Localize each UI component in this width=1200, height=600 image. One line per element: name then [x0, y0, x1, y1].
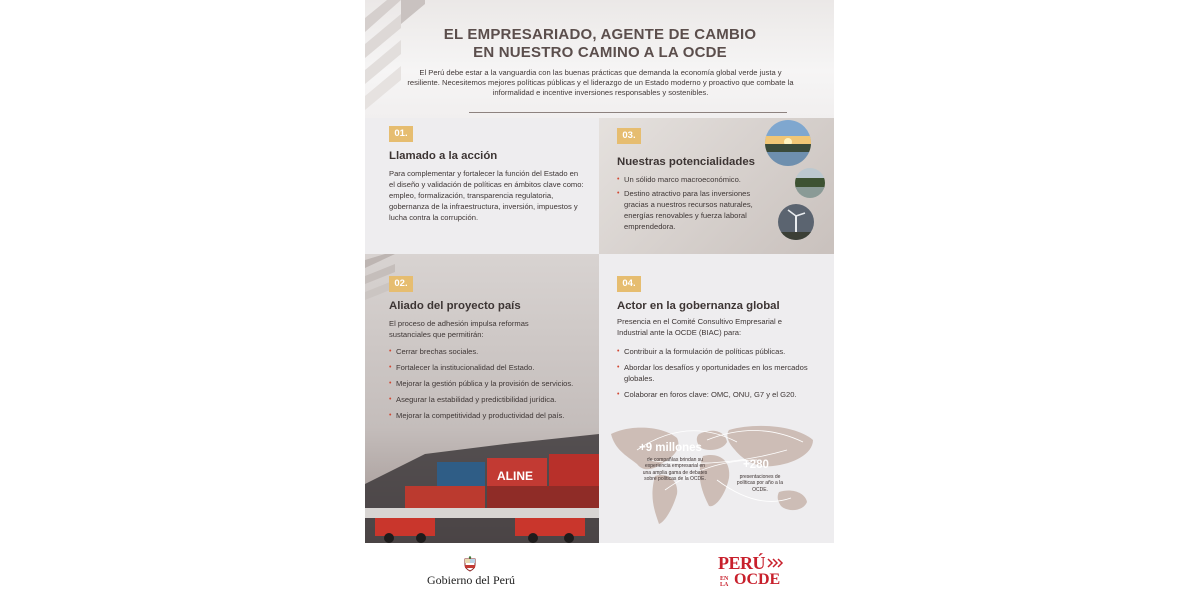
bullet-icon: •: [389, 396, 392, 403]
list-item: [389, 394, 579, 405]
header-band: [365, 0, 834, 118]
companies-stat-value: +9 millones: [639, 442, 702, 454]
list-item: [617, 346, 817, 357]
section-intro: Presencia en el Comité Consultivo Empresarial e Industrial ante la OCDE (BIAC) para:: [617, 317, 783, 337]
section-global-governance: [599, 254, 834, 543]
list-item-text: Fortalecer la institucionalidad del Estado.: [396, 363, 535, 372]
section-number-badge: 04.: [617, 276, 641, 292]
section-title: Llamado a la acción: [389, 150, 498, 162]
section-potentials: [599, 118, 834, 254]
list-item: [617, 362, 817, 384]
sunset-lake-photo: [765, 120, 811, 166]
title-line-2: EN NUESTRO CAMINO A LA OCDE: [473, 44, 727, 61]
companies-stat-text: de compañías brindan su experiencia empresarial en una amplia gama de debates sobre políticas de la OCDE.: [642, 457, 708, 482]
peru-en-la-label: [720, 576, 728, 588]
list-item: [617, 188, 762, 232]
list-item-text: Contribuir a la formulación de políticas públicas.: [624, 347, 786, 356]
bullet-icon: •: [617, 364, 620, 371]
reforms-list: [389, 346, 579, 421]
bullet-icon: •: [617, 391, 620, 398]
biac-list: [617, 346, 817, 400]
wave-lines-icon: [766, 557, 784, 569]
section-title: Actor en la gobernanza global: [617, 300, 780, 312]
wind-turbine-photo: [778, 204, 814, 240]
list-item-text: Asegurar la estabilidad y predictibilidad jurídica.: [396, 395, 557, 404]
section-body: Para complementar y fortalecer la función del Estado en el diseño y validación de políticas en ámbitos clave como: empleo, formalización, transparencia regulatoria, gobernanza de la infraestructura, inversión, impuestos y lucha contra la corrupción.: [389, 169, 584, 222]
list-item: [617, 174, 762, 185]
gobierno-del-peru-logo: [416, 556, 536, 596]
bullet-icon: •: [617, 348, 620, 355]
bullet-icon: •: [389, 412, 392, 419]
ocde-wordmark: OCDE: [734, 571, 781, 588]
peru-en-la-ocde-logo: [716, 553, 796, 593]
list-item: [389, 362, 579, 373]
presentations-stat-value: +280: [743, 459, 769, 471]
container-truck-photo: [365, 414, 599, 543]
section-country-ally: [365, 254, 599, 543]
gobierno-label: Gobierno del Perú: [427, 573, 515, 587]
list-item-text: Mejorar la gestión pública y la provisión de servicios.: [396, 379, 574, 388]
bullet-icon: •: [389, 348, 392, 355]
list-item-text: Colaborar en foros clave: OMC, ONU, G7 y el G20.: [624, 390, 797, 399]
list-item-text: Cerrar brechas sociales.: [396, 347, 479, 356]
section-number-badge: 01.: [389, 126, 413, 142]
section-title: Aliado del proyecto país: [389, 300, 521, 312]
world-map-graphic: [607, 420, 821, 532]
en-word: EN: [720, 576, 729, 582]
peru-wordmark: PERÚ: [718, 553, 765, 573]
section-title: Nuestras potencialidades: [617, 156, 756, 168]
presentations-stat-text: presentaciones de políticas por año a la OCDE.: [736, 474, 784, 493]
list-item-text: Mejorar la competitividad y productividad del país.: [396, 411, 565, 420]
intro-paragraph: El Perú debe estar a la vanguardia con las buenas prácticas que demanda la economía global verde justa y resiliente. Necesitemos mejores políticas públicas y el liderazgo de un Estado moderno y proactivo que combate la informalidad e incentive inversiones responsables y sostenibles.: [407, 68, 794, 98]
la-word: LA: [720, 582, 729, 588]
list-item-text: Abordar los desafíos y oportunidades en los mercados globales.: [624, 363, 808, 383]
potentials-list: [617, 174, 762, 232]
section-intro: El proceso de adhesión impulsa reformas sustanciales que permitirán:: [389, 319, 529, 339]
bullet-icon: •: [617, 176, 620, 183]
section-number-badge: 02.: [389, 276, 413, 292]
bullet-icon: •: [389, 364, 392, 371]
section-call-to-action: [365, 118, 599, 254]
title-line-1: EL EMPRESARIADO, AGENTE DE CAMBIO: [443, 26, 757, 43]
list-item: [617, 389, 817, 400]
container-label: ALINE: [497, 469, 533, 483]
coat-of-arms-icon: [462, 556, 478, 572]
infographic-poster: [365, 0, 834, 543]
bullet-icon: •: [617, 190, 620, 197]
list-item-text: Destino atractivo para las inversiones gracias a nuestros recursos naturales, energías renovables y fuerza laboral emprendedora.: [624, 189, 753, 231]
page-title: [405, 26, 795, 62]
river-landscape-photo: [795, 168, 825, 198]
section-number-badge: 03.: [617, 128, 641, 144]
list-item-text: Un sólido marco macroeconómico.: [624, 175, 741, 184]
bullet-icon: •: [389, 380, 392, 387]
list-item: [389, 346, 579, 357]
list-item: [389, 378, 579, 389]
header-divider: [469, 112, 787, 113]
